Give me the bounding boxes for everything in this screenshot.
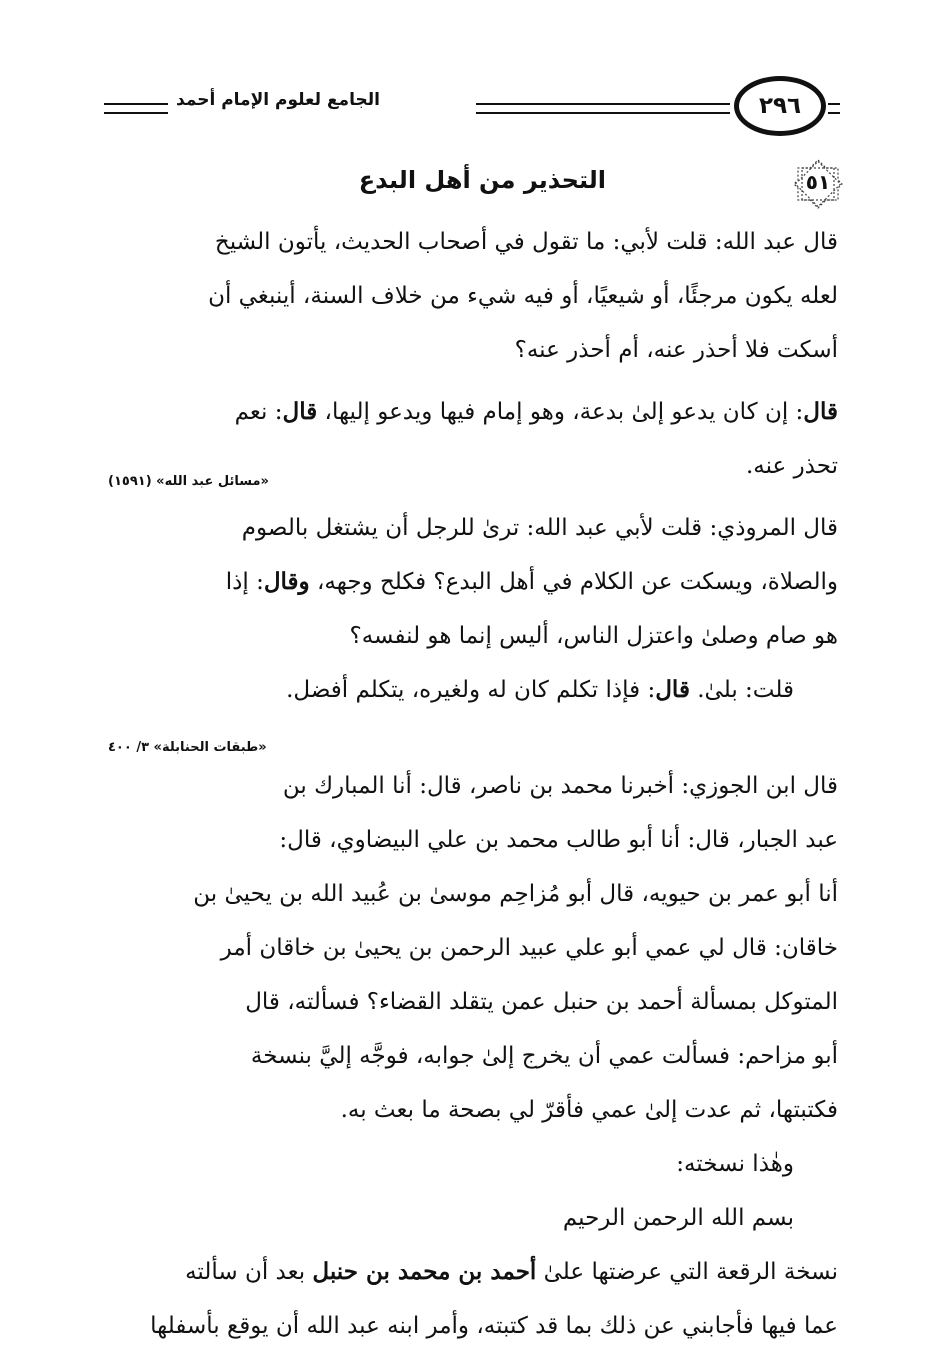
text-line: قلت: بلىٰ. قال: فإذا تكلم كان له ولغيره، يتكلم أفضل. xyxy=(286,676,794,703)
text-line-with-ref xyxy=(108,439,838,493)
bold-qal: قال xyxy=(282,398,318,425)
page-number-badge xyxy=(734,76,826,136)
text-line: نسخة الرقعة التي عرضتها علىٰ أحمد بن محمد بن حنبل بعد أن سألته xyxy=(185,1258,838,1285)
text-line: فكتبتها، ثم عدت إلىٰ عمي فأقرّ لي بصحة ما بعث به. xyxy=(340,1097,838,1123)
header-rule-right xyxy=(828,103,840,114)
text-line: أبو مزاحم: فسألت عمي أن يخرج إلىٰ جوابه، فوجَّه إليَّ بنسخة xyxy=(250,1043,838,1069)
header-rule-middle xyxy=(476,103,730,114)
text-line: وهٰذا نسخته: xyxy=(676,1151,794,1177)
source-reference: «طبقات الحنابلة» ٣/ ٤٠٠ xyxy=(108,740,267,755)
text-line: عبد الجبار، قال: أنا أبو طالب محمد بن علي البيضاوي، قال: xyxy=(279,827,838,853)
section-title: التحذير من أهل البدع xyxy=(358,166,606,194)
text-line: قال عبد الله: قلت لأبي: ما تقول في أصحاب الحديث، يأتون الشيخ xyxy=(214,229,838,255)
paragraph-1 xyxy=(108,215,838,377)
page-body xyxy=(108,215,838,1353)
text-line: المتوكل بمسألة أحمد بن حنبل عمن يتقلد القضاء؟ فسألته، قال xyxy=(245,989,838,1015)
paragraph-7 xyxy=(108,1191,838,1245)
paragraph-2 xyxy=(108,385,838,493)
text-line: أنا أبو عمر بن حيويه، قال أبو مُزاحِم موسىٰ بن عُبيد الله بن يحيىٰ بن xyxy=(193,881,838,907)
text-line: قال المروذي: قلت لأبي عبد الله: ترىٰ للرجل أن يشتغل بالصوم xyxy=(241,515,838,541)
text-line: بسم الله الرحمن الرحيم xyxy=(562,1205,794,1231)
section-number: ٥١ xyxy=(805,170,831,194)
text-line: قال ابن الجوزي: أخبرنا محمد بن ناصر، قال: أنا المبارك بن xyxy=(282,773,838,799)
book-title: الجامع لعلوم الإمام أحمد xyxy=(176,90,380,110)
ref-row xyxy=(108,717,838,755)
text-line: خاقان: قال لي عمي أبو علي عبيد الرحمن بن يحيىٰ بن خاقان أمر xyxy=(220,935,838,961)
text-line: هو صام وصلىٰ واعتزل الناس، أليس إنما هو لنفسه؟ xyxy=(349,623,838,649)
text-line: لعله يكون مرجئًا، أو شيعيًا، أو فيه شيء من خلاف السنة، أينبغي أن xyxy=(208,283,838,309)
section-heading xyxy=(104,160,844,210)
bold-name: أحمد بن محمد بن حنبل xyxy=(312,1258,537,1285)
text-line: عما فيها فأجابني عن ذلك بما قد كتبته، وأمر ابنه عبد الله أن يوقع بأسفلها xyxy=(150,1313,838,1339)
paragraph-8 xyxy=(108,1245,838,1353)
page-header xyxy=(104,78,840,134)
paragraph-3 xyxy=(108,501,838,663)
source-reference: «مسائل عبد الله» (١٥٩١) xyxy=(108,474,269,489)
paragraph-5 xyxy=(108,759,838,1137)
paragraph-4 xyxy=(108,663,838,755)
text-line: والصلاة، ويسكت عن الكلام في أهل البدع؟ فكلح وجهه، وقال: إذا xyxy=(225,568,838,595)
bold-qal: قال xyxy=(803,398,838,425)
paragraph-6 xyxy=(108,1137,838,1191)
page-number: ٢٩٦ xyxy=(758,93,802,119)
header-rule-left xyxy=(104,103,168,114)
text-line: تحذر عنه. xyxy=(745,453,838,479)
bold-qal: وقال xyxy=(263,568,310,595)
text-line: أسكت فلا أحذر عنه، أم أحذر عنه؟ xyxy=(514,337,838,363)
text-line: قال: إن كان يدعو إلىٰ بدعة، وهو إمام فيها ويدعو إليها، قال: نعم xyxy=(234,398,838,425)
bold-qal: قال xyxy=(655,676,690,703)
